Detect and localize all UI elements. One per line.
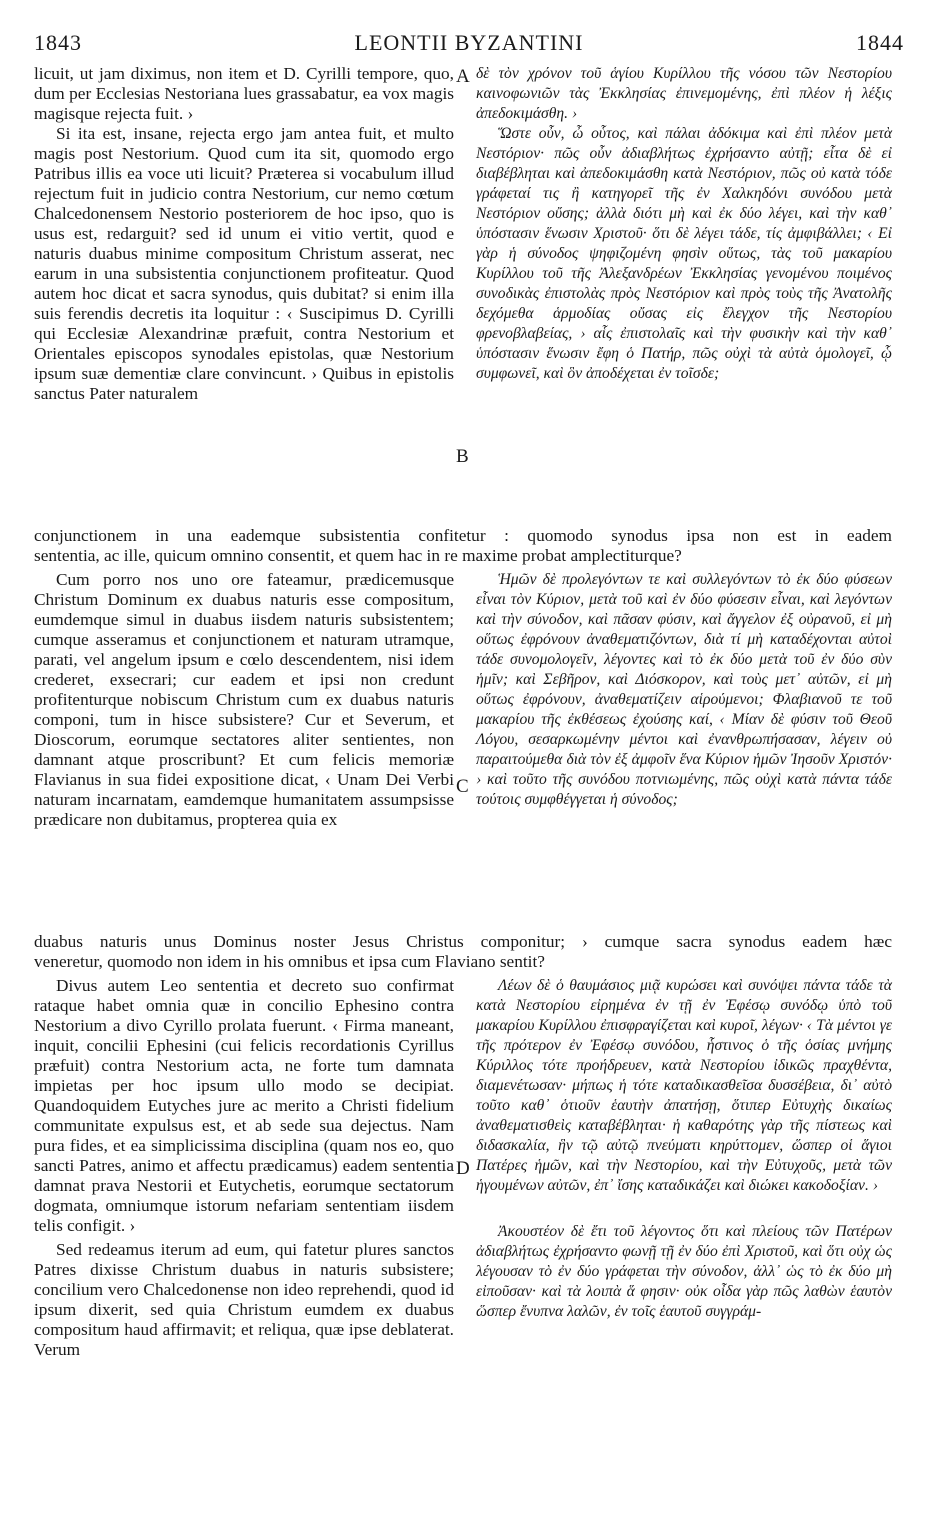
latin-paragraph: licuit, ut jam diximus, non item et D. Cyrilli tempore, quo, dum per Ecclesias Nestoriana lues grassabatur, ea vox magis magisque rejecta fuit. › [34, 64, 454, 123]
section-mark-c: C [456, 776, 469, 797]
greek-column-block-2 [476, 570, 892, 810]
greek-column-block-1 [476, 64, 892, 384]
latin-column-block-3 [34, 976, 454, 1360]
latin-paragraph: Cum porro nos uno ore fateamur, prædicemusque Christum Dominum ex duabus naturis esse compositum, eumdemque simul in duabus iisdem naturis subsistentem; cumque asseramus et conjunctionem et naturam utramque, parati, vel angelum ipsum e cœlo descendentem, nisi idem crederet, exsecrari; cur eadem et ipsi non credunt profitenturque nobiscum Christum cum ex duabus naturis componi, tum in hisce subsistere? Cur et Severum, et Dioscorum, eorumque sectatores aliter sentientes, non damnant atque proscribunt? Et cum felicis memoriæ Flavianus in sua fidei expositione dicat, ‹ Unam Dei Verbi naturam incarnatam, eamdemque humanitatem assumpsisse prædicare non dubitamus, propterea quia ex [34, 570, 454, 829]
full-width-line: duabus naturis unus Dominus noster Jesus Christus componitur; › cumque sacra synodus eadem hæc [34, 932, 892, 951]
section-mark-d: D [456, 1158, 470, 1179]
column-number-left: 1843 [34, 30, 82, 55]
latin-paragraph: Si ita est, insane, rejecta ergo jam antea fuit, et multo magis post Nestorium. Quod cum ita sit, quomodo ergo Patribus illis ea voce uti licuit? Præterea si vocabulum illud rejectum fuit in judicio contra Nestorium, cur nemo cœtum Chalcedonensem Nestorio posteriorem de hoc ipso, quo is usus est, redarguit? sed id unum ei vitio vertit, quod e naturis duabus minime compositum Christum asserat, nec earum in una subsistentia conjunctionem profiteatur. Quod autem hoc dicat et sacra synodus, quis dubitat? si enim illa suis ferendis decretis ita loquitur : ‹ Suscipimus D. Cyrilli qui Ecclesiæ Alexandrinæ præfuit, contra Nestorium et Orientales episcopos synodales epistolas, quæ Nestorium ipsum suæ dementiæ clare convincunt. › Quibus in epistolis sanctus Pater naturalem [34, 124, 454, 403]
page-header [34, 30, 904, 56]
greek-column-block-3 [476, 976, 892, 1322]
section-mark-b: B [456, 446, 469, 467]
running-title: LEONTII BYZANTINI [354, 30, 584, 55]
greek-paragraph: Ὥστε οὖν, ὦ οὗτος, καὶ πάλαι ἀδόκιμα καὶ ἐπὶ πλέον μετὰ Νεστόριον· πῶς οὖν ἀδιαβλήτως ἐχρήσαντο αὐτῇ; εἶτα δὲ εἰ διαβέβληται καὶ ἀπεδοκιμάσθη κατὰ Νεστόριον, πῶς οὐ κατὰ τόδε γράφεταί τις ἢ κατηγορεῖ τῆς ἐν Χαλκηδόνι συνόδου μετὰ Νεστόριον οὔσης; ἀλλὰ διότι μὴ καὶ ἐκ δύο λέγει, καὶ τὴν καθ᾽ ὑπόστασιν ἕνωσιν Χριστοῦ· ὅτι δὲ λέγει τάδε, τίς ἀμφιβάλλει; ‹ Εἰ γὰρ ἡ σύνοδος ψηφιζομένη φησὶν οὕτως, τὰς τοῦ μακαρίου Κυρίλλου τοῦ τῆς Ἀλεξανδρέων Ἐκκλησίας γενομένου ποιμένος συνοδικὰς ἐπιστολὰς πρὸς Νεστόριον καὶ πρὸς τοὺς τῆς Ἀνατολῆς δεχόμεθα ἁρμοδίας οὔσας εἰς ἔλεγχον τῆς Νεστορίου φρενοβλαβείας, › αἷς ἐπιστολαῖς καὶ τὴν φυσικὴν καὶ τὴν καθ᾽ ὑπόστασιν ἕνωσιν ἔφη ὁ Πατήρ, πῶς οὐχὶ τὰ αὐτὰ ὁμολογεῖ, ᾧ συμφωνεῖ, καὶ ὃν ἀποδέχεται ἐν τοῖσδε; [476, 125, 892, 382]
full-width-line: conjunctionem in una eademque subsistentia confitetur : quomodo synodus ipsa non est in eadem [34, 526, 892, 545]
latin-column-block-2 [34, 570, 454, 830]
latin-paragraph: Divus autem Leo sententia et decreto suo confirmat rataque habet omnia quæ in concilio Ephesino contra Nestorium a divo Cyrillo prolata fuerunt. ‹ Firma maneant, inquit, concilii Ephesini (cui felicis recordationis Cyrillus præfuit) contra Nestorium acta, ne forte tum damnata impietas per hoc ipsum ullo modo se decipiat. Quandoquidem Eutyches jure ac merito a Christi fidelium communitate expulsus est, et ab sede sua dejectus. Nam pura fides, et ea simplicissima disciplina (quam nos eo, quo sancti Patres, animo et affectu prædicamus) eadem sententia damnat prava Nestorii et Eutychetis, eorumque sectatorum dogmata, omniumque istorum nefariam sententiam iisdem telis configit. › [34, 976, 454, 1235]
latin-paragraph: Sed redeamus iterum ad eum, qui fatetur plures sanctos Patres dixisse Christum duabus in naturis subsistere; concilium vero Chalcedonense non ideo reprehendi, quod id ipsum dixerit, sed quia Christum eumdem ex duabus compositum haud affirmavit; et reliqua, quæ ipse deblaterat. Verum [34, 1240, 454, 1359]
latin-column-block-1 [34, 64, 454, 404]
greek-paragraph: Ἡμῶν δὲ προλεγόντων τε καὶ συλλεγόντων τὸ ἐκ δύο φύσεων εἶναι τὸν Κύριον, μετὰ τοῦ καὶ ἐν δύο φύσεσιν εἶναι, καὶ λεγόντων καὶ τὴν σύνοδον, καὶ πᾶσαν φύσιν, καὶ ἄγγελον ἐξ οὐρανοῦ, εἰ μὴ οὕτως ἐφρόνουν ἀναθεματιζόντων, διὰ τί μὴ καταδέχονται αὐτοὶ τάδε συνομολογεῖν, λέγοντες καὶ τὸ ἐκ δύο μετὰ τοῦ ἐν δύο σὺν ἡμῖν; καὶ Σεβῆρον, καὶ Διόσκορον, καὶ τοὺς μετ᾽ αὐτῶν, εἰ μὴ οὕτως ἐφρόνουν, ἀναθεματίζειν αἱρούμενοι; Φλαβιανοῦ τε τοῦ μακαρίου τῆς ἐκθέσεως ἐχούσης καί, ‹ Μίαν δὲ φύσιν τοῦ Θεοῦ Λόγου, σεσαρκωμένην μέντοι καὶ ἐνανθρωπήσασαν, λέγειν οὐ παραιτούμεθα διὰ τὸν ἐξ ἀμφοῖν ἕνα Κύριον ἡμῶν Ἰησοῦν Χριστόν· › καὶ τοῦτο τῆς συνόδου ποτνιωμένης, πῶς οὐχὶ κατὰ πάντα τάδε τούτοις συμφθέγγεται ἡ σύνοδος; [476, 571, 892, 808]
greek-paragraph: Λέων δὲ ὁ θαυμάσιος μιᾷ κυρώσει καὶ συνόψει πάντα τάδε τὰ κατὰ Νεστορίου εἰρημένα ἐν τῇ ἐν Ἐφέσῳ συνόδῳ ὑπὸ τοῦ μακαρίου Κυρίλλου ἐπισφραγίζεται καὶ κυροῖ, λέγων· ‹ Τὰ μέντοι γε τῆς πρότερον ἐν Ἐφέσῳ συνόδου, ἧστινος ὁ τῆς ὁσίας μνήμης Κύριλλος τότε προήδρευεν, κατὰ Νεστορίου ἰδικῶς πραχθέντα, διαμενέτωσαν· μήπως ἡ τότε καταδικασθεῖσα δυσσέβεια, δι᾽ αὐτὸ τοῦτο καθ᾽ ὁτιοῦν ἑαυτὴν ἀπατήσῃ, ὅτιπερ Εὐτυχὴς δικαίως ἀναθεματισθεὶς καταβέβληται· ἡ καθαρότης γὰρ τῆς πίστεως καὶ διδασκαλία, ἣν τῷ αὐτῷ πνεύματι κηρύττομεν, ὥσπερ οἱ ἅγιοι Πατέρες ἡμῶν, καὶ τὴν Νεστορίου, καὶ τὴν Εὐτυχοῦς, μετὰ τῶν ἡγουμένων αὐτῶν, ἐπ᾽ ἴσης καταδικάζει καὶ διώκει κακοδοξίαν. › [476, 977, 892, 1194]
greek-paragraph: δὲ τὸν χρόνον τοῦ ἁγίου Κυρίλλου τῆς νόσου τῶν Νεστορίου καινοφωνιῶν τὰς Ἐκκλησίας ἐπινεμομένης, ἐπὶ πλέον ἡ λέξις ἀπεδοκιμάσθη. › [476, 65, 892, 122]
section-mark-a: A [456, 66, 470, 87]
greek-paragraph: Ἀκουστέον δὲ ἔτι τοῦ λέγοντος ὅτι καὶ πλείους τῶν Πατέρων ἀδιαβλήτως ἐχρήσαντο φωνῇ τῇ ἐν δύο ἐπὶ Χριστοῦ, καὶ ὅτι οὐχ ὡς λέγουσαν τὸ ἐν δύο γράφεται τὴν σύνοδον, ἀλλ᾽ ὡς τὸ ἐκ δύο μὴ εἰποῦσαν· καὶ τὰ λοιπὰ ἅ φησιν· οὐκ οἶδα γὰρ πῶς λαθὼν ἑαυτὸν ὥσπερ ἔνυπνα λαλῶν, ἐν τοῖς ἑαυτοῦ συγγράμ- [476, 1223, 892, 1320]
full-width-line: veneretur, quomodo non idem in his omnibus et ipsa cum Flaviano sentit? [34, 952, 545, 971]
column-number-right: 1844 [856, 30, 904, 55]
full-width-line: sententia, ac ille, quicum omnino consentit, et quem hac in re maxime probat amplectiturque? [34, 546, 682, 565]
